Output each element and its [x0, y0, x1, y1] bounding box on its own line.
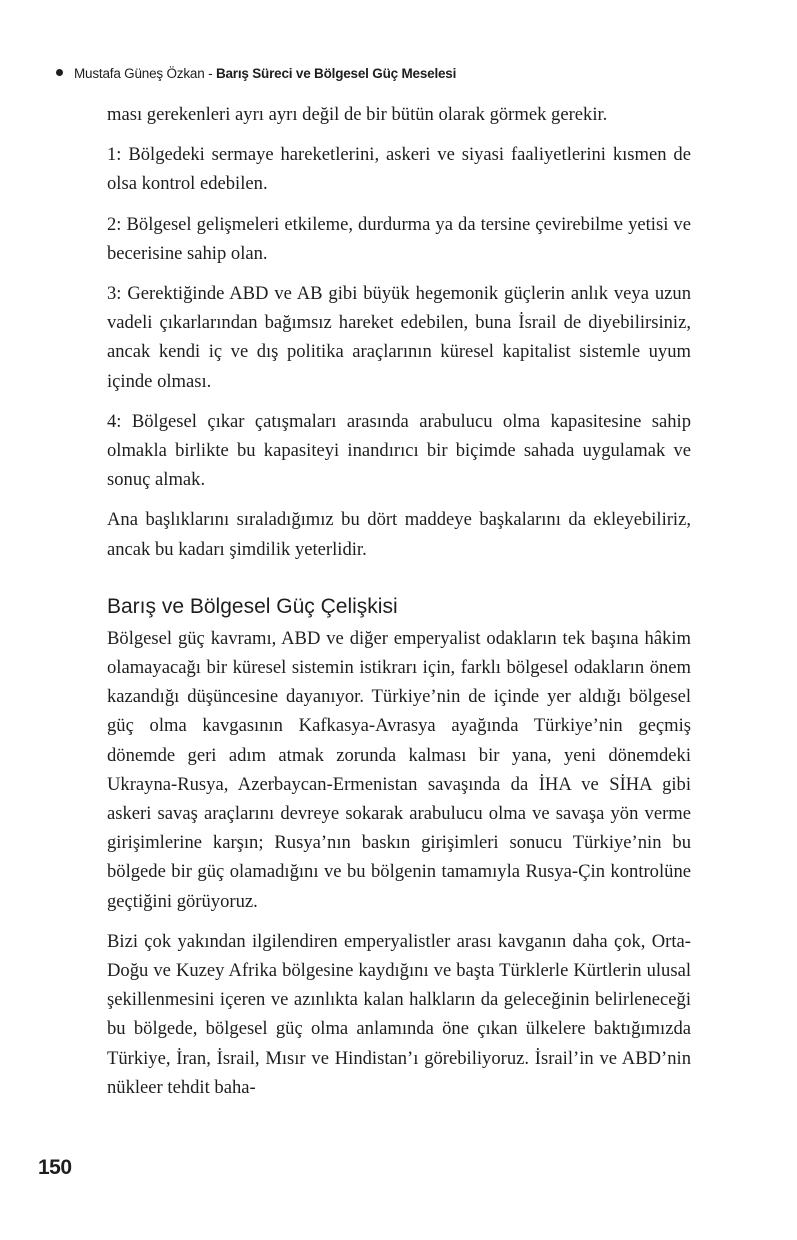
running-header [56, 66, 456, 81]
paragraph: Bölgesel güç kavramı, ABD ve diğer emperyalist odakların tek başına hâkim olamayacağı bir küresel sistemin istikrarı için, farklı bölgesel odakların önem kazandığı düşüncesine dayanıyor. Türkiye’nin de içinde yer aldığı bölgesel güç olma kavgasının Kafkasya-Avrasya ayağında Türkiye’nin geçmiş dönemde geri adım atmak zorunda kalması bir yana, yeni dönemdeki Ukrayna-Rusya, Azerbaycan-Ermenistan savaşında da İHA ve SİHA gibi askeri savaş araçlarını devreye sokarak arabulucu olma ve savaşa yön verme girişimlerine karşın; Rusya’nın baskın girişimleri sonucu Türkiye’nin bu bölgede bir güç olamadığını ve bu bölgenin tamamıyla Rusya-Çin kontrolüne geçtiğini görüyoruz. [107, 627, 691, 912]
paragraph: Bizi çok yakından ilgilendiren emperyalistler arası kavganın daha çok, Orta-Doğu ve Kuzey Afrika bölgesine kaydığını ve başta Türklerle Kürtlerin ulusal şekillenmesini içeren ve azınlıkta kalan halkların da geleceğinin belirleneceği bu bölgede, bölgesel güç olma anlamında öne çıkan ülkelere baktığımızda Türkiye, İran, İsrail, Mısır ve Hindistan’ı görebiliyoruz. İsrail’in ve ABD’nin nükleer tehdit baha- [107, 930, 691, 1098]
bullet-icon [56, 69, 63, 76]
page-body [107, 100, 691, 1113]
section-heading: Barış ve Bölgesel Güç Çelişkisi [107, 594, 398, 618]
paragraph: Ana başlıklarını sıraladığımız bu dört maddeye başkalarını da ekleyebiliriz, ancak bu kadarı şimdilik yeterlidir. [107, 509, 691, 560]
list-item-1: 1: Bölgedeki sermaye hareketlerini, askeri ve siyasi faaliyetlerini kısmen de olsa kontrol edebilen. [107, 144, 691, 195]
header-author: Mustafa Güneş Özkan - [74, 66, 213, 81]
page-number: 150 [38, 1156, 72, 1179]
paragraph: ması gerekenleri ayrı ayrı değil de bir bütün olarak görmek gerekir. [107, 104, 608, 125]
list-item-2: 2: Bölgesel gelişmeleri etkileme, durdurma ya da tersine çevirebilme yetisi ve becerisine sahip olan. [107, 213, 691, 264]
list-item-4: 4: Bölgesel çıkar çatışmaları arasında arabulucu olma kapasitesine sahip olmakla birlikte bu kapasiteyi inandırıcı bir biçimde sahada uygulamak ve sonuç almak. [107, 410, 691, 491]
header-title: Barış Süreci ve Bölgesel Güç Meselesi [215, 66, 457, 81]
list-item-3: 3: Gerektiğinde ABD ve AB gibi büyük hegemonik güçlerin anlık veya uzun vadeli çıkarlarından bağımsız hareket edebilen, buna İsrail de diyebilirsiniz, ancak kendi iç ve dış politika araçlarının küresel kapitalist sistemle uyum içinde olması. [107, 283, 691, 392]
